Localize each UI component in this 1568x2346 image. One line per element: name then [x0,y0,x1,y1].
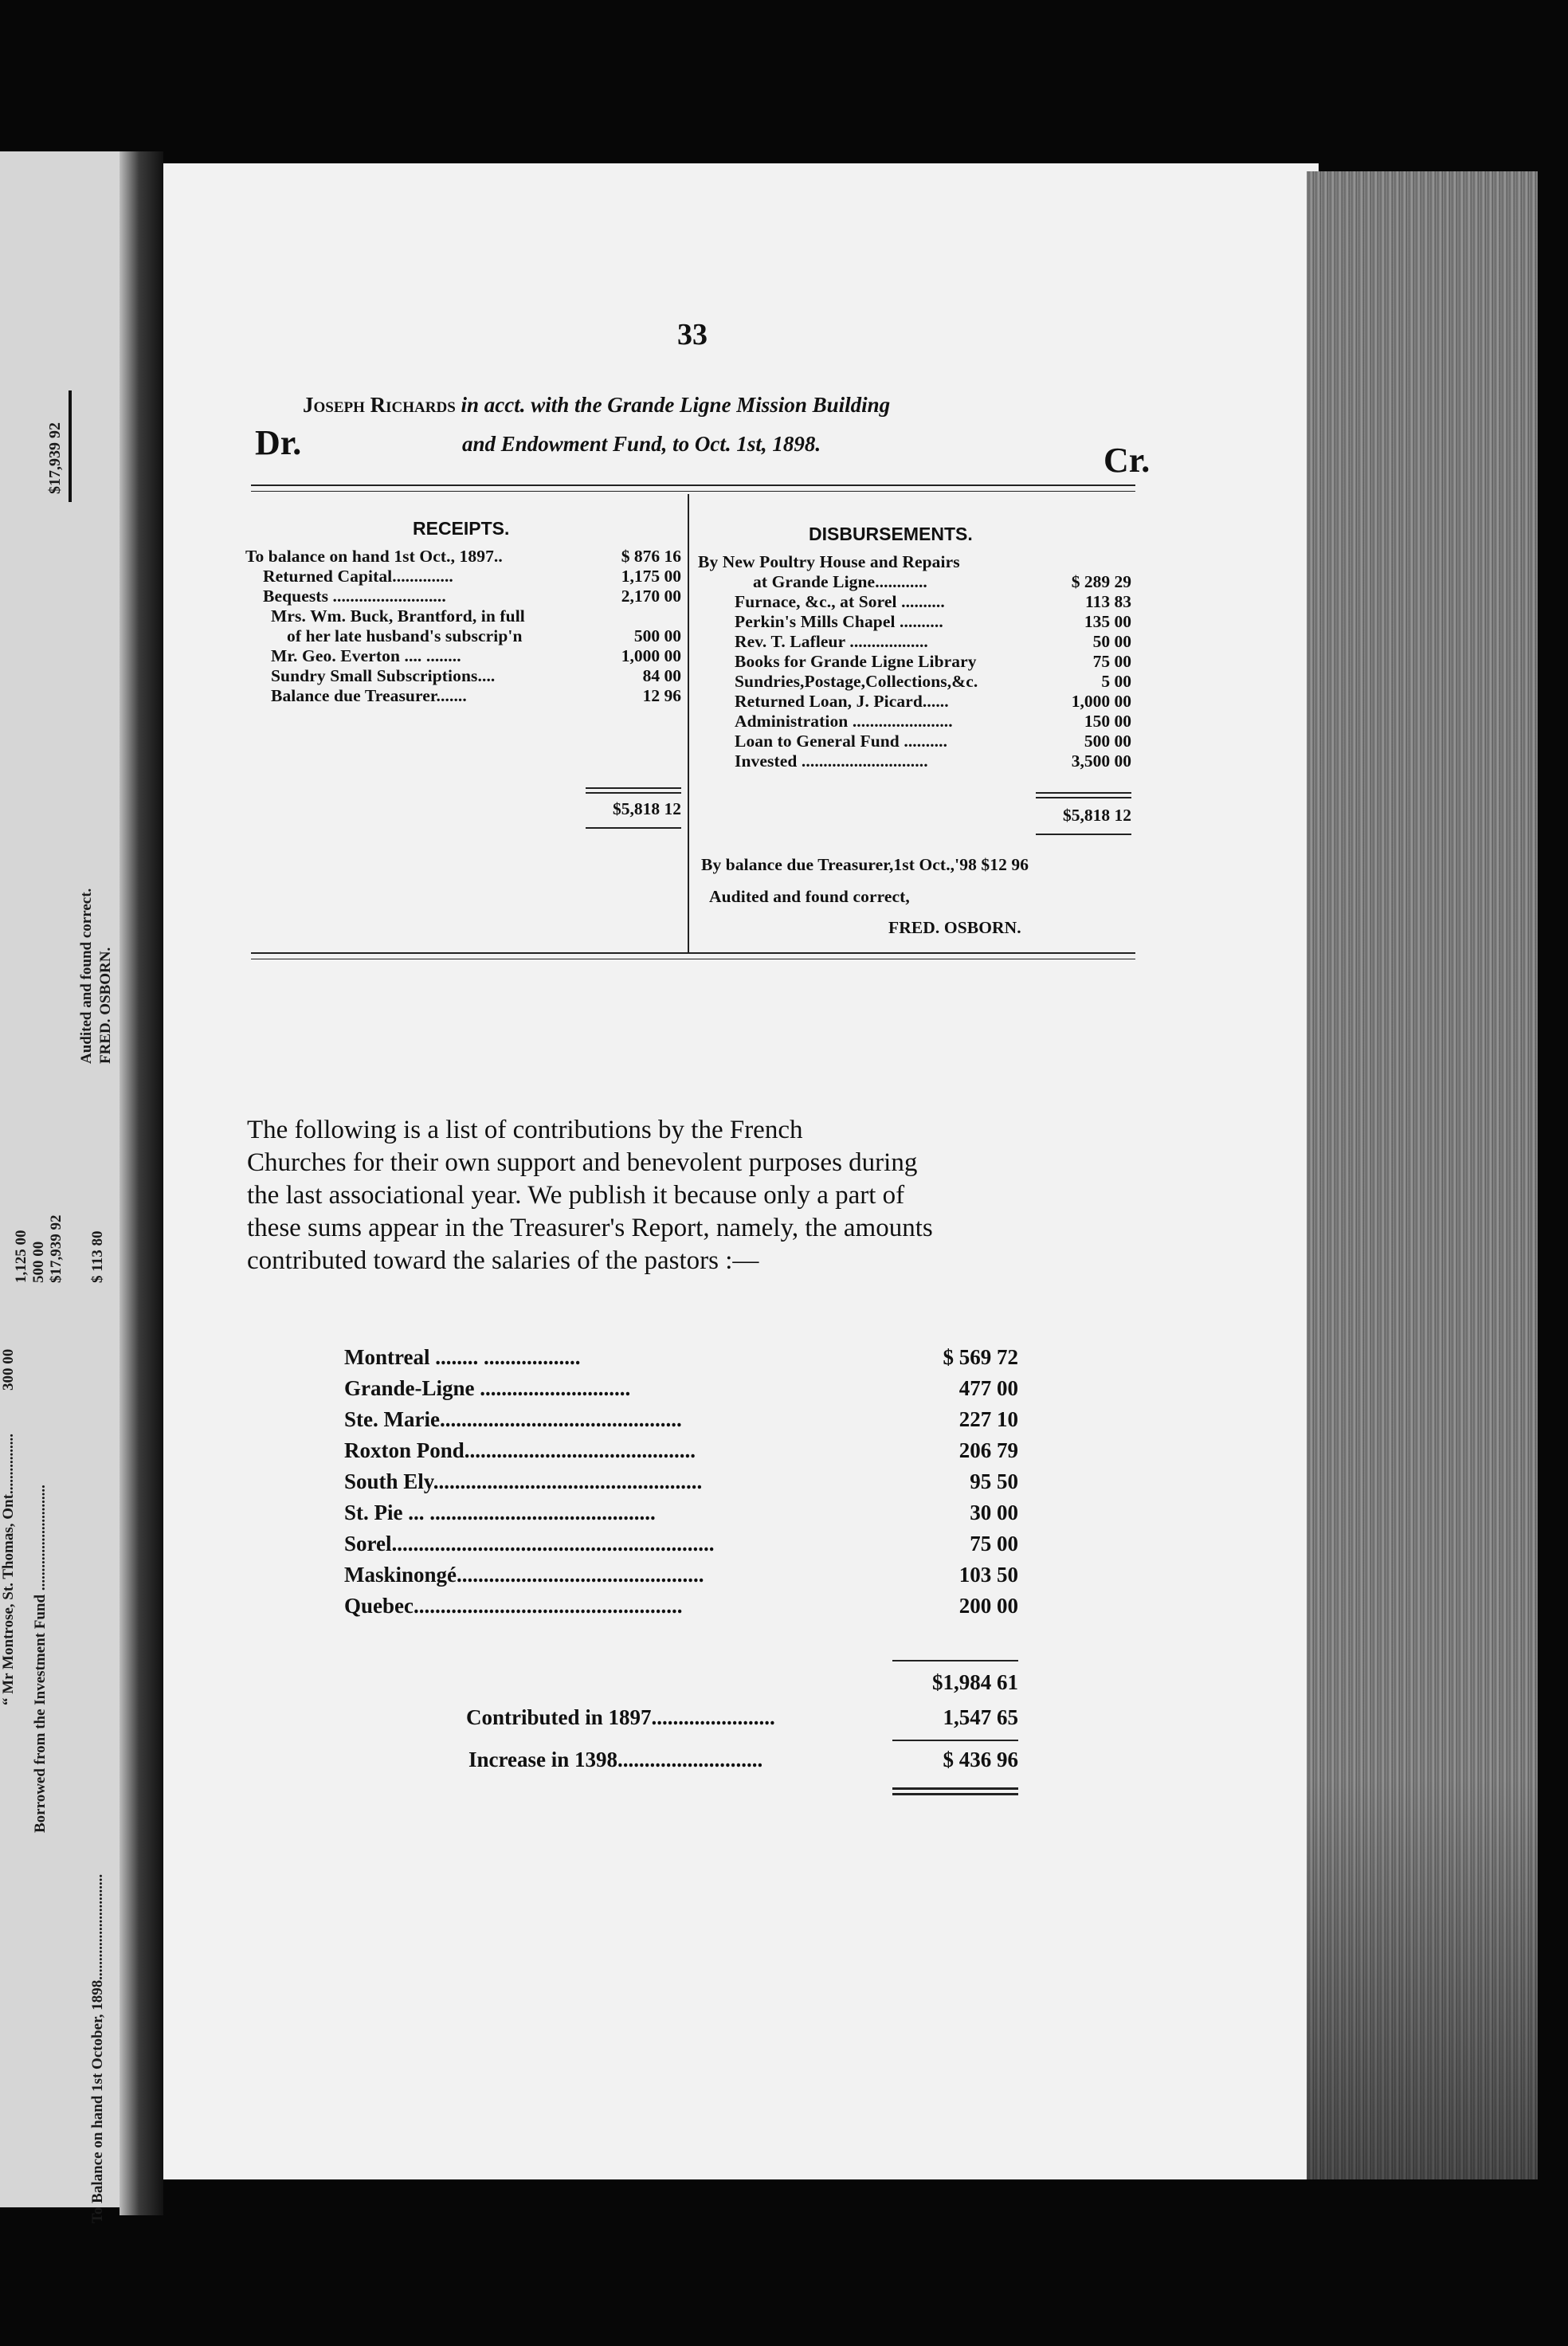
book-binding-left [120,151,163,2215]
disbursement-label: at Grande Ligne............ [753,572,927,591]
disbursement-label: Administration ....................... [735,712,953,731]
receipt-amount: $ 876 16 [621,547,681,566]
account-title-line1 [303,393,890,418]
prior-year-amount: 1,547 65 [943,1705,1018,1729]
receipts-sum-rule-2 [586,792,681,794]
disbursement-label: By New Poultry House and Repairs [698,552,960,571]
disbursement-amount: $ 289 29 [1071,572,1131,591]
left-page-rule [69,390,72,502]
audit-statement: Audited and found correct, [709,887,910,906]
church-name: Ste. Marie............................................. [344,1407,682,1431]
receipt-amount: 1,175 00 [621,567,681,586]
increase-double-rule-2 [892,1793,1018,1795]
left-ledger-amount-2: 1,125 00 [13,1230,29,1283]
left-ledger-amount-4: $17,939 92 [48,1214,65,1283]
church-name: Maskinongé.............................................. [344,1563,704,1587]
receipt-amount: 12 96 [642,686,681,705]
center-divider [688,494,689,952]
disbursement-label: Invested ............................. [735,751,928,771]
church-amount: $ 569 72 [943,1345,1018,1369]
disbursement-amount: 5 00 [1101,672,1131,691]
prior-year-label: Contributed in 1897....................... [466,1705,775,1729]
church-name: Roxton Pond........................................... [344,1438,696,1462]
church-name: St. Pie ... .......................................... [344,1501,656,1524]
receipt-label: To balance on hand 1st Oct., 1897.. [245,547,503,566]
disbursement-amount: 50 00 [1092,632,1131,651]
disbursement-amount: 75 00 [1092,652,1131,671]
church-name: South Ely.................................................. [344,1469,703,1493]
receipts-heading: RECEIPTS. [413,518,510,539]
left-ledger-line-5: To Balance on hand 1st October, 1898............................ [89,1873,106,2223]
church-amount: 206 79 [958,1438,1018,1462]
bottom-rule [251,952,1135,954]
left-page-fragment [0,151,131,2207]
page-number: 33 [677,318,708,351]
church-name: Sorel............................................................ [344,1532,715,1556]
account-title-rest: in acct. with the Grande Ligne Mission Building [455,393,891,417]
left-page-audit-line2: FRED. OSBORN. [97,947,114,1064]
receipts-total: $5,818 12 [613,799,681,818]
left-ledger-amount-5: $ 113 80 [89,1230,106,1283]
church-amount: 200 00 [958,1594,1018,1618]
disbursement-label: Sundries,Postage,Collections,&c. [735,672,978,691]
receipt-label: Bequests .......................... [263,586,446,606]
receipt-amount: 500 00 [633,626,681,645]
increase-label: Increase in 1398........................... [468,1748,763,1771]
intro-paragraph [247,1114,1127,1277]
paragraph-line: the last associational year. We publish it because only a part of [247,1181,905,1210]
account-title-line2: and Endowment Fund, to Oct. 1st, 1898. [462,432,821,456]
receipt-amount: 2,170 00 [621,586,681,606]
church-amount: 103 50 [958,1563,1018,1587]
receipt-amount: 1,000 00 [621,646,681,665]
paragraph-line: The following is a list of contributions by the French [247,1116,803,1144]
disbursement-label: Books for Grande Ligne Library [735,652,977,671]
credit-label: Cr. [1103,441,1151,480]
auditor-signature: FRED. OSBORN. [888,918,1021,937]
receipts-total-rule [586,827,681,829]
disbursement-label: Furnace, &c., at Sorel .......... [735,592,945,611]
church-name: Montreal ........ .................. [344,1345,581,1369]
paragraph-line: contributed toward the salaries of the pastors :— [247,1246,759,1275]
disbursements-heading: DISBURSEMENTS. [809,524,973,544]
disbursements-sum-rule-2 [1036,797,1131,798]
church-name: Quebec.................................................. [344,1594,683,1618]
disbursement-amount: 500 00 [1084,732,1131,751]
left-page-audit-line1: Audited and found correct. [78,888,95,1064]
receipt-label: of her late husband's subscrip'n [287,626,523,645]
left-ledger-line-1: “ Mr Montrose, St. Thomas, Ont................ [0,1434,17,1705]
receipt-label: Returned Capital.............. [263,567,453,586]
disbursement-label: Perkin's Mills Chapel .......... [735,612,943,631]
disbursement-amount: 135 00 [1084,612,1131,631]
disbursements-sum-rule [1036,792,1131,794]
increase-double-rule [892,1787,1018,1790]
church-amount: 30 00 [970,1501,1018,1524]
page-edges-shade [1307,171,1538,2179]
disbursement-label: Loan to General Fund .......... [735,732,948,751]
church-amount: 227 10 [958,1407,1018,1431]
disbursement-label: Returned Loan, J. Picard...... [735,692,949,711]
debit-label: Dr. [255,423,302,462]
church-amount: 477 00 [958,1376,1018,1400]
disbursement-amount: 1,000 00 [1071,692,1131,711]
increase-rule [892,1740,1018,1741]
increase-amount: $ 436 96 [943,1748,1018,1771]
balance-due-line: By balance due Treasurer,1st Oct.,'98 $12 96 [701,855,1029,874]
contributions-total: $1,984 61 [932,1670,1018,1694]
church-amount: 75 00 [970,1532,1018,1556]
receipt-label: Balance due Treasurer....... [271,686,467,705]
receipt-label: Mr. Geo. Everton .... ........ [271,646,461,665]
top-rule [251,484,1135,486]
contributions-sum-rule [892,1660,1018,1661]
left-ledger-line-2: Borrowed from the Investment Fund ............................ [32,1485,49,1833]
account-holder-name: Joseph Richards [303,393,456,417]
disbursement-amount: 113 83 [1085,592,1131,611]
top-rule-thin [251,491,1135,492]
church-amount: 95 50 [970,1469,1018,1493]
left-ledger-amount-1: 300 00 [0,1348,17,1391]
receipts-sum-rule [586,787,681,789]
disbursements-total-rule [1036,834,1131,835]
receipt-label: Sundry Small Subscriptions.... [271,666,496,685]
paragraph-line: these sums appear in the Treasurer's Report, namely, the amounts [247,1214,933,1242]
disbursements-total: $5,818 12 [1063,806,1131,825]
disbursement-amount: 150 00 [1084,712,1131,731]
paragraph-line: Churches for their own support and benevolent purposes during [247,1148,918,1177]
receipt-label: Mrs. Wm. Buck, Brantford, in full [271,606,525,626]
disbursement-label: Rev. T. Lafleur .................. [735,632,928,651]
left-ledger-amount-3: 500 00 [30,1241,47,1283]
left-page-total-top: $17,939 92 [46,422,64,494]
receipt-amount: 84 00 [642,666,681,685]
church-name: Grande-Ligne ............................ [344,1376,631,1400]
disbursement-amount: 3,500 00 [1071,751,1131,771]
